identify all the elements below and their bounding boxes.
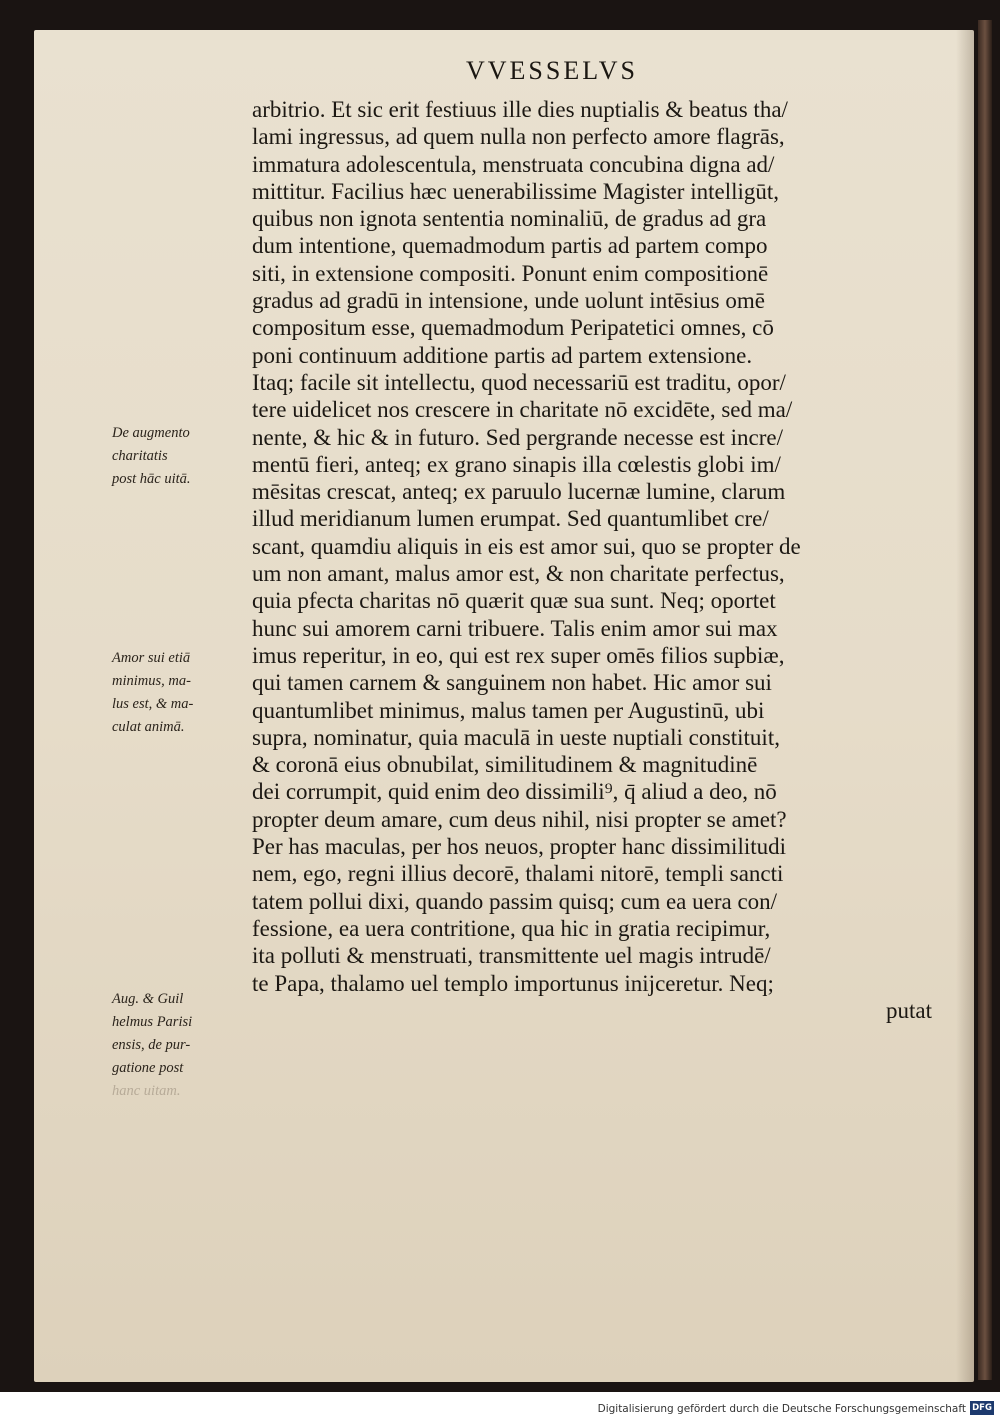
running-head: VVESSELVS bbox=[466, 56, 638, 85]
text-line: poni continuum additione partis ad partem extensione. bbox=[252, 342, 753, 368]
marginal-line: Amor sui etiā bbox=[112, 650, 191, 666]
text-line: nem, ego, regni illius decorē, thalami nitorē, templi sancti bbox=[252, 861, 784, 887]
marginal-line: lus est, & ma- bbox=[112, 696, 194, 712]
main-text-block bbox=[252, 96, 932, 1024]
text-line: illud meridianum lumen erumpat. Sed quantumlibet cre/ bbox=[252, 506, 769, 532]
text-line: fessione, ea uera contritione, qua hic in gratia recipimur, bbox=[252, 915, 771, 941]
marginal-line: ensis, de pur- bbox=[112, 1037, 191, 1053]
text-line: Per has maculas, per hos neuos, propter hanc dissimilitudi bbox=[252, 834, 787, 860]
text-line: dei corrumpit, quid enim deo dissimili⁹, q̄ aliud a deo, nō bbox=[252, 779, 777, 805]
text-line: supra, nominatur, quia maculā in ueste nuptiali constituit, bbox=[252, 724, 780, 750]
text-line: lami ingressus, ad quem nulla non perfecto amore flagrās, bbox=[252, 124, 785, 150]
text-line: ita polluti & menstruati, transmittente uel magis intrudē/ bbox=[252, 943, 771, 969]
text-line: mēsitas crescat, anteq; ex paruulo lucernæ lumine, clarum bbox=[252, 479, 786, 505]
marginal-line: minimus, ma- bbox=[112, 673, 191, 689]
marginal-line: De augmento bbox=[112, 425, 190, 441]
text-line: Itaq; facile sit intellectu, quod necessariū est traditu, opor/ bbox=[252, 369, 786, 395]
marginal-line: gatione post bbox=[112, 1060, 184, 1076]
text-line: dum intentione, quemadmodum partis ad partem compo bbox=[252, 233, 768, 259]
text-line: nente, & hic & in futuro. Sed pergrande necesse est incre/ bbox=[252, 424, 783, 450]
text-line: & coronā eius obnubilat, similitudinem & magnitudinē bbox=[252, 752, 758, 778]
text-line: tatem pollui dixi, quando passim quisq; cum ea uera con/ bbox=[252, 888, 778, 914]
marginal-line: helmus Parisi bbox=[112, 1014, 193, 1030]
text-line: quia pfecta charitas nō quærit quæ sua sunt. Neq; oportet bbox=[252, 588, 776, 614]
text-line: arbitrio. Et sic erit festiuus ille dies nuptialis & beatus tha/ bbox=[252, 97, 788, 122]
marginal-line: hanc uitam. bbox=[112, 1083, 181, 1099]
text-line: mittitur. Facilius hæc uenerabilissime Magister intelligūt, bbox=[252, 178, 780, 204]
dfg-logo: DFG bbox=[970, 1401, 994, 1415]
marginal-note-augustinus bbox=[112, 988, 252, 1103]
text-line: quantumlibet minimus, malus tamen per Augustinū, ubi bbox=[252, 697, 765, 723]
text-line: qui tamen carnem & sanguinem non habet. Hic amor sui bbox=[252, 670, 772, 696]
book-page bbox=[34, 30, 974, 1382]
text-line: siti, in extensione compositi. Ponunt enim compositionē bbox=[252, 260, 769, 286]
text-line: compositum esse, quemadmodum Peripatetici omnes, cō bbox=[252, 315, 774, 341]
text-line: gradus ad gradū in intensione, unde uolunt intēsius omē bbox=[252, 288, 765, 314]
marginal-line: culat animā. bbox=[112, 719, 185, 735]
text-line: te Papa, thalamo uel templo importunus inijceretur. Neq; bbox=[252, 970, 774, 996]
text-line: immatura adolescentula, menstruata concubina digna ad/ bbox=[252, 151, 775, 177]
marginal-note-augmento bbox=[112, 422, 252, 491]
text-line: hunc sui amorem carni tribuere. Talis enim amor sui max bbox=[252, 615, 778, 641]
marginal-line: post hāc uitā. bbox=[112, 471, 191, 487]
text-line: imus reperitur, in eo, qui est rex super omēs filios supbiæ, bbox=[252, 642, 785, 668]
text-line: propter deum amare, cum deus nihil, nisi propter se amet? bbox=[252, 806, 787, 832]
marginal-line: charitatis bbox=[112, 448, 168, 464]
page-edge-shadow bbox=[956, 30, 974, 1382]
text-line: um non amant, malus amor est, & non charitate perfectus, bbox=[252, 561, 785, 587]
marginal-line: Aug. & Guil bbox=[112, 991, 184, 1007]
book-binding-edge bbox=[978, 20, 992, 1380]
marginal-note-amor-sui bbox=[112, 647, 252, 739]
funding-credit: Digitalisierung gefördert durch die Deutsche Forschungsgemeinschaft bbox=[597, 1403, 966, 1415]
text-line: quibus non ignota sententia nominaliū, de gradus ad gra bbox=[252, 206, 767, 232]
text-line: tere uidelicet nos crescere in charitate nō excidēte, sed ma/ bbox=[252, 397, 793, 423]
catchword: putat bbox=[886, 997, 932, 1023]
text-line: mentū fieri, anteq; ex grano sinapis illa cœlestis globi im/ bbox=[252, 451, 781, 477]
text-line: scant, quamdiu aliquis in eis est amor sui, quo se propter de bbox=[252, 533, 801, 559]
